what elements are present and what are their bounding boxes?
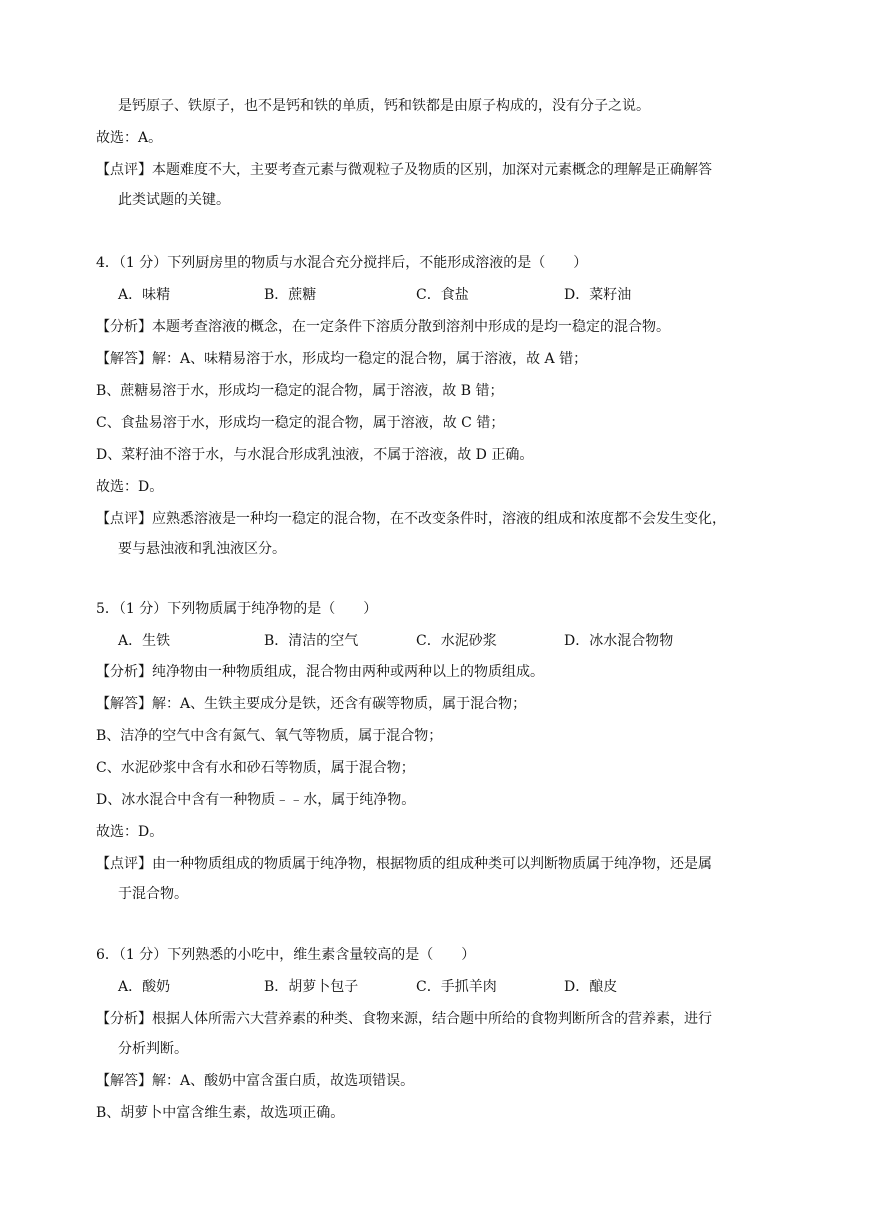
q5-comment-line2: 于混合物。 [118, 886, 188, 902]
q5-option-b: B．清洁的空气 [264, 633, 359, 649]
q5-analysis: 【分析】纯净物由一种物质组成，混合物由两种或两种以上的物质组成。 [96, 664, 544, 680]
q6-option-c: C．手抓羊肉 [416, 979, 497, 995]
q4-solution-line3: C、食盐易溶于水，形成均一稳定的混合物，属于溶液，故 C 错； [96, 415, 505, 431]
q6-solution-line1: 【解答】解：A、酸奶中富含蛋白质，故选项错误。 [96, 1073, 415, 1089]
q4-comment-line1: 【点评】应熟悉溶液是一种均一稳定的混合物，在不改变条件时，溶液的组成和浓度都不会发生变化， [96, 511, 726, 527]
q4-option-a: A．味精 [118, 287, 171, 303]
q6-stem: 6．（1 分）下列熟悉的小吃中，维生素含量较高的是（ ） [96, 947, 476, 963]
q4-stem: 4．（1 分）下列厨房里的物质与水混合充分搅拌后，不能形成溶液的是（ ） [96, 255, 588, 271]
q5-answer: 故选：D。 [96, 824, 164, 840]
q6-options [118, 977, 829, 997]
q5-option-d: D．冰水混合物物 [564, 633, 674, 649]
q5-option-a: A．生铁 [118, 633, 171, 649]
q6-solution-line2: B、胡萝卜中富含维生素，故选项正确。 [96, 1105, 345, 1121]
q4-solution-line4: D、菜籽油不溶于水，与水混合形成乳浊液，不属于溶液，故 D 正确。 [96, 447, 534, 463]
q4-analysis: 【分析】本题考查溶液的概念，在一定条件下溶质分散到溶剂中形成的是均一稳定的混合物。 [96, 319, 670, 335]
q4-comment-line2: 要与悬浊液和乳浊液区分。 [118, 541, 286, 557]
q5-solution-line3: C、水泥砂浆中含有水和砂石等物质，属于混合物； [96, 760, 415, 776]
q4-solution-line2: B、蔗糖易溶于水，形成均一稳定的混合物，属于溶液，故 B 错； [96, 383, 504, 399]
q5-option-c: C．水泥砂浆 [416, 633, 497, 649]
q4-option-c: C．食盐 [416, 287, 469, 303]
q4-options [118, 285, 829, 305]
q4-option-d: D．菜籽油 [564, 287, 632, 303]
q6-analysis-line2: 分析判断。 [118, 1041, 188, 1057]
q3-answer: 故选：A。 [96, 130, 163, 146]
q6-option-b: B．胡萝卜包子 [264, 979, 359, 995]
q3-continuation: 是钙原子、铁原子，也不是钙和铁的单质，钙和铁都是由原子构成的，没有分子之说。 [118, 98, 650, 114]
q3-comment-line2: 此类试题的关键。 [118, 192, 230, 208]
q5-stem: 5．（1 分）下列物质属于纯净物的是（ ） [96, 601, 378, 617]
q3-comment-line1: 【点评】本题难度不大，主要考查元素与微观粒子及物质的区别，加深对元素概念的理解是正确解答 [96, 162, 712, 178]
q5-solution-line2: B、洁净的空气中含有氮气、氧气等物质，属于混合物； [96, 728, 443, 744]
q4-option-b: B．蔗糖 [264, 287, 317, 303]
q4-answer: 故选：D。 [96, 479, 164, 495]
q5-comment-line1: 【点评】由一种物质组成的物质属于纯净物，根据物质的组成种类可以判断物质属于纯净物，还是属 [96, 856, 712, 872]
q5-solution-line1: 【解答】解：A、生铁主要成分是铁，还含有碳等物质，属于混合物； [96, 696, 527, 712]
q6-option-d: D．酿皮 [564, 979, 618, 995]
q6-option-a: A．酸奶 [118, 979, 171, 995]
q6-analysis-line1: 【分析】根据人体所需六大营养素的种类、食物来源，结合题中所给的食物判断所含的营养素，进行 [96, 1011, 712, 1027]
q5-options [118, 631, 829, 651]
q4-solution-line1: 【解答】解：A、味精易溶于水，形成均一稳定的混合物，属于溶液，故 A 错； [96, 351, 588, 367]
q5-solution-line4: D、冰水混合中含有一种物质﹣﹣水，属于纯净物。 [96, 792, 416, 808]
